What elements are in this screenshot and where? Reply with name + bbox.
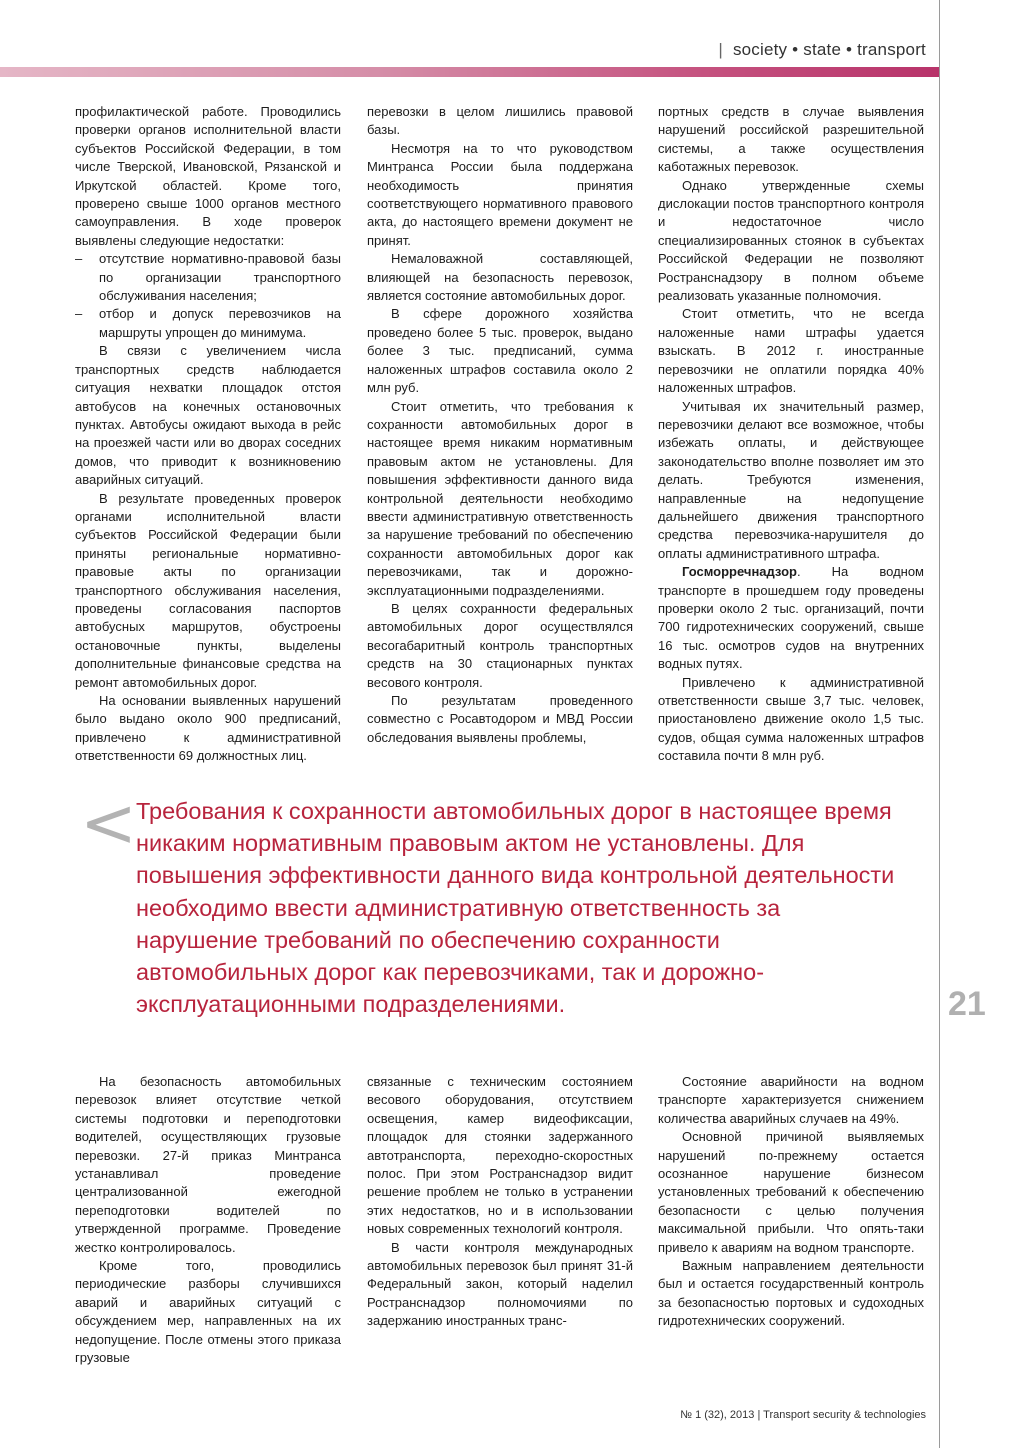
paragraph-text: . На водном транспорте в прошедшем году проведены проверки около 2 тыс. организаций, почти 700 гидротехнических сооружений, свыше 16 тыс. осмотров судов на внутренних водных путях. [658, 564, 924, 672]
paragraph: Несмотря на то что руководством Минтранса России была поддержана необходимость принятия соответствующего нормативного правового акта, до настоящего времени документ не принят. [367, 140, 633, 248]
paragraph: Состояние аварийности на водном транспорте характеризуется снижением количества аварийных случаев на 49%. [658, 1074, 924, 1126]
paragraph: Немаловажной составляющей, влияющей на безопасность перевозок, является состояние автомобильных дорог. [367, 251, 633, 304]
paragraph: Стоит отметить, что не всегда наложенные нами штрафы удается взыскать. В 2012 г. иностранные перевозчики не оплатили порядка 40% наложенных штрафов. [658, 306, 924, 396]
top-column-3 [658, 103, 924, 766]
bottom-column-3 [658, 1073, 924, 1331]
paragraph: На безопасность автомобильных перевозок влияет отсутствие четкой системы подготовки и переподготовки водителей, осуществляющих грузовые перевозки. 27-й приказ Минтранса устанавливал проведение централизованной ежегодной переподготовки водителей по утвержденной программе. Проведение жестко контролировалось. [75, 1074, 341, 1255]
paragraph [658, 563, 924, 673]
paragraph: Привлечено к административной ответственности свыше 3,7 тыс. человек, приостановлено движение около 1,5 тыс. судов, общая сумма наложенных штрафов составила почти 8 млн руб. [658, 674, 924, 764]
paragraph: На основании выявленных нарушений было выдано около 900 предписаний, привлечено к административной ответственности 69 должностных лиц. [75, 693, 341, 764]
list-item [75, 305, 341, 342]
quote-chevron-icon: < [80, 784, 137, 863]
paragraph: Кроме того, проводились периодические разборы случившихся аварий и аварийных ситуаций с обсуждением мер, направленных на их недопущение. После отмены этого приказа грузовые [75, 1258, 341, 1366]
paragraph: В результате проведенных проверок органами исполнительной власти субъектов Российской Федерации были приняты региональные нормативно-правовые акты по организации транспортного обслуживания населения, проведены согласования паспортов автобусных маршрутов, обустроены остановочные пункты, выделены дополнительные финансовые средства на ремонт автомобильных дорог. [75, 490, 341, 690]
bottom-column-2 [367, 1073, 633, 1331]
paragraph: Важным направлением деятельности был и остается государственный контроль за безопасностью портовых и судоходных гидротехнических сооружений. [658, 1258, 924, 1329]
paragraph: По результатам проведенного совместно с Росавтодором и МВД России обследования выявлены проблемы, [367, 693, 633, 745]
paragraph: Стоит отметить, что требования к сохранности автомобильных дорог в настоящее время никаким нормативным правовым актом не установлены. Для повышения эффективности данного вида контрольной деятельности необходимо ввести административную ответственность за нарушение требований по обеспечению сохранности автомобильных дорог как перевозчиками, так и дорожно-эксплуатационными подразделениями. [367, 398, 633, 598]
top-column-2 [367, 103, 633, 747]
paragraph: связанные с техническим состоянием весового оборудования, отсутствием освещения, камер видеофиксации, площадок для стоянки задержанного автотранспорта, переходно-скоростных полос. При этом Ространснадзор видит решение проблем не только в устранении этих недостатков, но и в использовании новых современных технологий контроля. [367, 1074, 633, 1237]
list-item [75, 250, 341, 305]
bottom-column-1 [75, 1073, 341, 1368]
paragraph: Однако утвержденные схемы дислокации постов транспортного контроля и недостаточное число специализированных стоянок в субъектах Российской Федерации не позволяют Ространснадзору в полном объеме реализовать указанные полномочия. [658, 177, 924, 304]
paragraph: В части контроля международных автомобильных перевозок был принят 31-й Федеральный закон, который наделил Ространснадзор полномочиями по задержанию иностранных транс- [367, 1239, 633, 1329]
list-dash: – [75, 306, 83, 322]
paragraph: В сфере дорожного хозяйства проведено более 5 тыс. проверок, выдано более 3 тыс. предписаний, сумма наложенных штрафов составила около 2 млн руб. [367, 306, 633, 396]
footer-issue-info: № 1 (32), 2013 | Transport security & technologies [680, 1409, 926, 1421]
top-column-1 [75, 103, 341, 766]
paragraph: портных средств в случае выявления нарушений российской разрешительной системы, а также осуществления каботажных перевозок. [658, 104, 924, 175]
running-header [718, 40, 926, 60]
paragraph: В целях сохранности федеральных автомобильных дорог осуществлялся весогабаритный контроль транспортных средств на 30 стационарных пунктах весового контроля. [367, 600, 633, 690]
page-number: 21 [948, 985, 986, 1023]
paragraph: В связи с увеличением числа транспортных средств наблюдается ситуация нехватки площадок отстоя автобусов на конечных остановочных пунктах. Автобусы ожидают выхода в рейс на проезжей части или во дворах соседних домов, что приводит к возникновению аварийных ситуаций. [75, 343, 341, 488]
paragraph: профилактической работе. Проводились проверки органов исполнительной власти субъектов Российской Федерации, в том числе Тверской, Ивановской, Рязанской и Иркутской областей. Кроме того, проверено свыше 1000 органов местного самоуправления. В ходе проверок выявлены следующие недостатки: [75, 104, 341, 248]
pull-quote: Требования к сохранности автомобильных дорог в настоящее время никаким нормативным правовым актом не установлены. Для повышения эффективности данного вида контрольной деятельности необходимо ввести административную ответственность за нарушение требований по обеспечению сохранности автомобильных дорог как перевозчиками, так и дорожно-эксплуатационными подразделениями. [136, 798, 895, 1018]
page-margin-strip [940, 0, 1024, 1448]
paragraph: Учитывая их значительный размер, перевозчики делают все возможное, чтобы избежать оплаты, и действующее законодательство вполне позволяет им это делать. Требуются изменения, направленные на недопущение дальнейшего движения транспортного средства перевозчика-нарушителя до оплаты административного штрафа. [658, 398, 924, 561]
paragraph: перевозки в целом лишились правовой базы. [367, 104, 633, 138]
paragraph: Основной причиной выявляемых нарушений по-прежнему остается осознанное нарушение бизнесом установленных требований к обеспечению безопасности с целью получения максимальной прибыли. Что опять-таки привело к авариям на водном транспорте. [658, 1129, 924, 1255]
header-color-band [0, 67, 939, 77]
list-item-text: отбор и допуск перевозчиков на маршруты упрощен до минимума. [99, 306, 341, 340]
agency-name: Госморречнадзор [682, 564, 797, 580]
header-section: society • state • transport [732, 40, 926, 59]
list-item-text: отсутствие нормативно-правовой базы по организации транспортного обслуживания населения; [99, 251, 341, 304]
header-separator: | [718, 40, 723, 59]
list-dash: – [75, 251, 83, 267]
